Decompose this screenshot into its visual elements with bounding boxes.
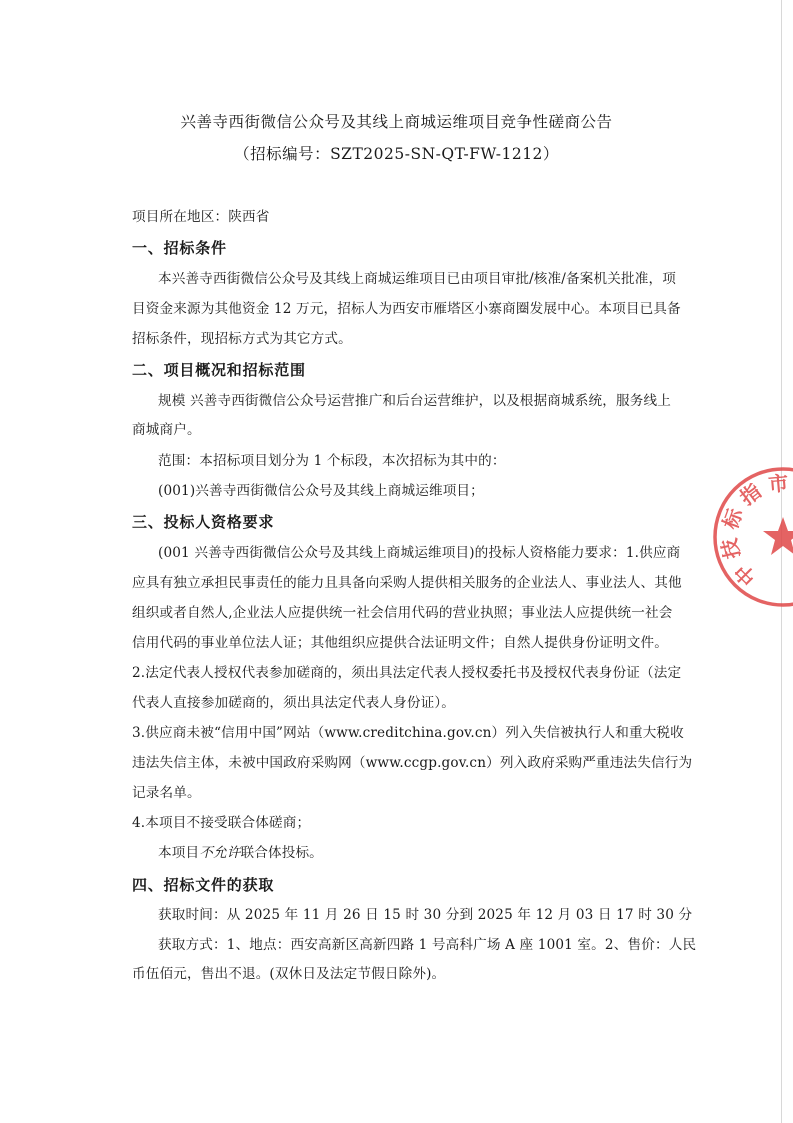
section3-line-4: 信用代码的事业单位法人证；其他组织应提供合法证明文件；自然人提供身份证明文件。 (132, 635, 669, 651)
section2-line-1: 规模 兴善寺西街微信公众号运营推广和后台运营维护，以及根据商城系统，服务线上 (158, 393, 671, 409)
consortium-emphasis: 不允许 (199, 845, 241, 861)
section3-line-8: 违法失信主体，未被中国政府采购网（www.ccgp.gov.cn）列入政府采购严重违法失信行为 (132, 755, 693, 771)
document-subtitle: （招标编号：SZT2025-SN-QT-FW-1212） (234, 145, 559, 163)
seal-character: 技 (716, 536, 745, 561)
section4-line-3: 币伍佰元，售出不退。(双休日及法定节假日除外)。 (132, 966, 446, 982)
section-heading-4: 四、招标文件的获取 (132, 876, 275, 894)
section3-line-2: 应具有独立承担民事责任的能力且具备向采购人提供相关服务的企业法人、事业法人、其他 (132, 575, 682, 591)
section-heading-1: 一、招标条件 (132, 239, 227, 257)
section2-line-3: 范围：本招标项目划分为 1 个标段，本次招标为其中的： (158, 453, 506, 469)
document-title: 兴善寺西街微信公众号及其线上商城运维项目竞争性磋商公告 (180, 113, 613, 131)
consortium-prefix: 本项目 (158, 845, 200, 861)
seal-character: 市 (767, 470, 790, 497)
section3-line-7: 3.供应商未被“信用中国”网站（www.creditchina.gov.cn）列入失信被执行人和重大税收 (132, 725, 684, 741)
section2-line-2: 商城商户。 (132, 422, 201, 438)
project-region: 项目所在地区：陕西省 (132, 209, 270, 225)
section2-line-4: (001)兴善寺西街微信公众号及其线上商城运维项目； (158, 483, 484, 499)
section4-line-1: 获取时间：从 2025 年 11 月 26 日 15 时 30 分到 2025 年 12 月 03 日 17 时 30 分 (158, 907, 693, 923)
seal-character: 标 (717, 505, 748, 533)
seal-character: 中 (729, 559, 761, 591)
section3-line-9: 记录名单。 (132, 785, 201, 801)
section1-line-3: 招标条件，现招标方式为其它方式。 (132, 331, 352, 347)
official-seal-stamp (708, 462, 793, 612)
section3-line-3: 组织或者自然人,企业法人应提供统一社会信用代码的营业执照；事业法人应提供统一社会 (132, 605, 673, 621)
section3-line-10: 4.本项目不接受联合体磋商； (132, 815, 311, 831)
section-heading-2: 二、项目概况和招标范围 (132, 361, 306, 379)
section4-line-2: 获取方式：1、地点：西安高新区高新四路 1 号高科广场 A 座 1001 室。2、售价：人民 (158, 937, 697, 953)
consortium-suffix: 联合体投标。 (240, 845, 323, 861)
consortium-line (158, 844, 323, 862)
section3-line-5: 2.法定代表人授权代表参加磋商的，须出具法定代表人授权委托书及授权代表身份证（法定 (132, 665, 682, 681)
section1-line-2: 目资金来源为其他资金 12 万元，招标人为西安市雁塔区小寨商圈发展中心。本项目已具备 (132, 301, 681, 317)
section1-line-1: 本兴善寺西街微信公众号及其线上商城运维项目已由项目审批/核准/备案机关批准，项 (158, 271, 676, 287)
section3-line-1: (001 兴善寺西街微信公众号及其线上商城运维项目)的投标人资格能力要求：1.供应商 (158, 545, 681, 561)
seal-character: 指 (735, 478, 766, 511)
section3-line-6: 代表人直接参加磋商的，须出具法定代表人身份证）。 (132, 695, 456, 711)
section-heading-3: 三、投标人资格要求 (132, 513, 275, 531)
